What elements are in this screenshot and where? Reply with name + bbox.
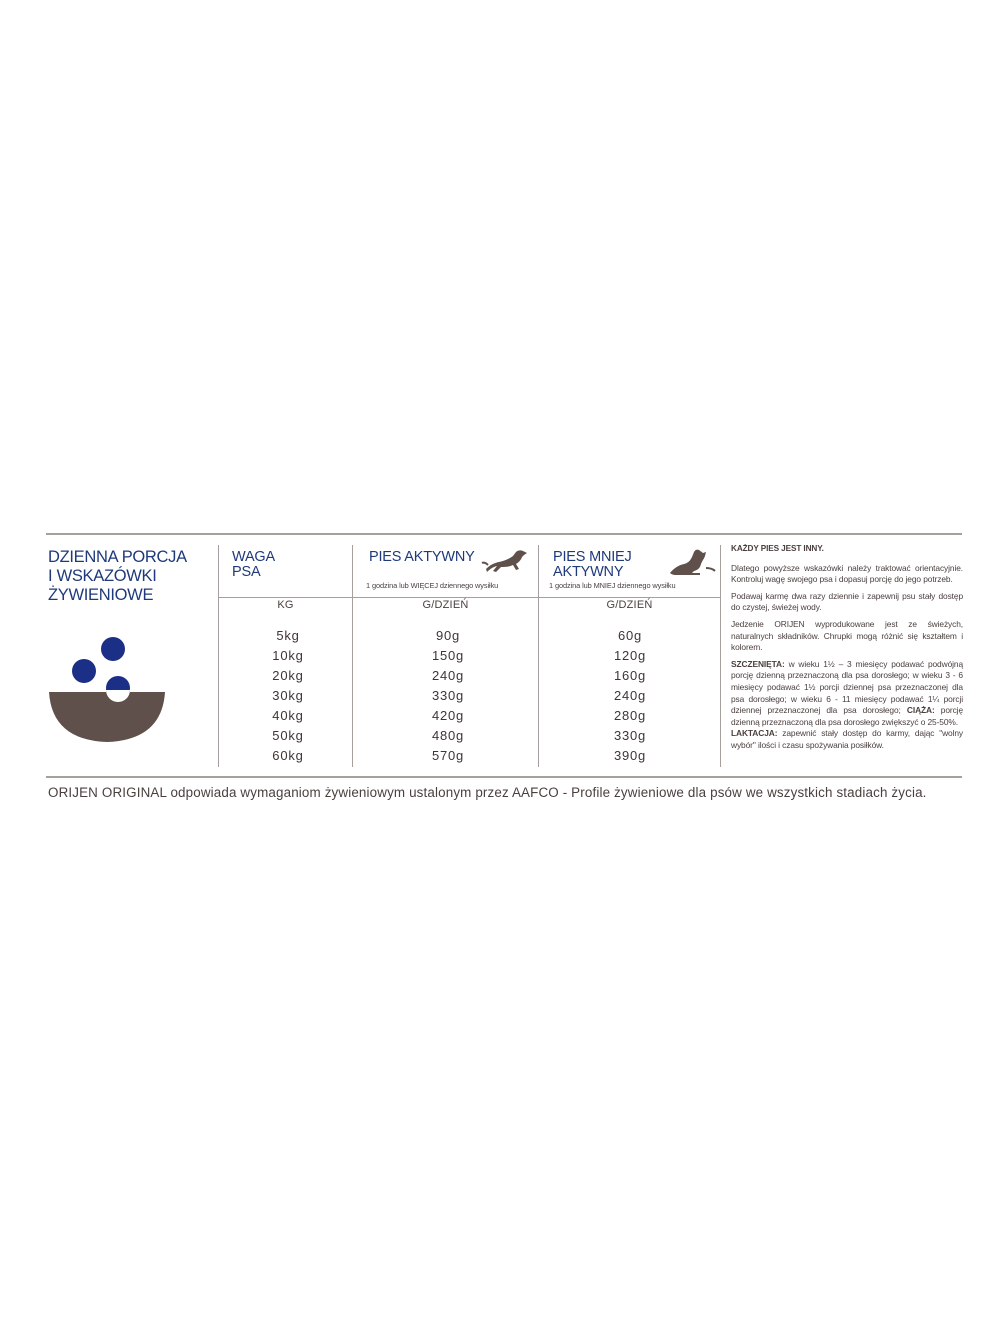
- title-line-2: I WSKAZÓWKI: [48, 567, 157, 585]
- active-header: [369, 550, 475, 565]
- separator-title-weight: [218, 545, 219, 767]
- table-cell-active: 480g: [431, 728, 465, 743]
- table-cell-weight: 50kg: [272, 728, 304, 743]
- less-active-column: [580, 626, 680, 766]
- notes-puppies-paragraph: [731, 659, 963, 729]
- less-active-header-line-2: AKTYWNY: [553, 564, 624, 580]
- active-header-line-1: PIES AKTYWNY: [369, 549, 475, 565]
- less-active-header: [553, 550, 632, 580]
- less-active-unit: G/DZIEŃ: [606, 599, 653, 611]
- table-cell-weight: 10kg: [272, 648, 304, 663]
- table-cell-less-active: 240g: [613, 688, 647, 703]
- less-active-header-line-1: PIES MNIEJ: [553, 549, 632, 565]
- table-cell-less-active: 390g: [613, 748, 647, 763]
- puppies-label: SZCZENIĘTA:: [731, 658, 785, 669]
- active-unit: G/DZIEŃ: [422, 599, 469, 611]
- notes-paragraph: Dlatego powyższe wskazówki należy traktować orientacyjnie. Kontroluj wagę swojego psa i dopasuj porcję do jego potrzeb.: [731, 562, 963, 585]
- pregnancy-text: porcję dzienną przeznaczoną dla psa dorosłego zwiększyć o 25-50%.: [731, 705, 963, 727]
- weight-header-line-1: WAGA: [232, 549, 275, 565]
- weight-header: [232, 550, 275, 580]
- title-line-3: ŻYWIENIOWE: [48, 586, 154, 604]
- table-cell-less-active: 120g: [613, 648, 647, 663]
- separator-active-less: [538, 545, 539, 767]
- puppies-text: w wieku 1½ – 3 miesięcy podawać podwójną porcję dzienną przeznaczoną dla psa dorosłego; w wieku 3 - 6 miesięcy podawać 1½ porcji dziennej psa przeznaczonej dla psa dorosłego; w wieku 6 - 11 miesięcy podawać 1¼ porcji dziennej przeznaczonej dla psa dorosłego;: [731, 658, 963, 716]
- table-cell-less-active: 330g: [613, 728, 647, 743]
- active-subtitle: 1 godzina lub WIĘCEJ dziennego wysiłku: [366, 581, 499, 590]
- separator-less-notes: [720, 545, 721, 767]
- table-cell-weight: 40kg: [272, 708, 304, 723]
- table-cell-active: 150g: [431, 648, 465, 663]
- table-cell-weight: 5kg: [276, 628, 300, 643]
- weight-header-line-2: PSA: [232, 564, 261, 580]
- food-bowl-icon: [46, 630, 168, 746]
- title-line-1: DZIENNA PORCJA: [48, 548, 187, 566]
- running-dog-icon: [480, 545, 532, 577]
- pregnancy-label: CIĄŻA:: [906, 705, 935, 716]
- less-active-subtitle: 1 godzina lub MNIEJ dziennego wysiłku: [549, 581, 676, 590]
- table-cell-weight: 20kg: [272, 668, 304, 683]
- notes-paragraph: Podawaj karmę dwa razy dziennie i zapewnij psu stały dostęp do czystej, świeżej wody.: [731, 590, 963, 613]
- active-column: [398, 626, 498, 766]
- table-cell-weight: 60kg: [272, 748, 304, 763]
- table-cell-active: 90g: [435, 628, 461, 643]
- table-cell-active: 240g: [431, 668, 465, 683]
- bottom-rule: [46, 776, 962, 778]
- table-cell-active: 420g: [431, 708, 465, 723]
- lactation-label: LAKTACJA:: [731, 728, 778, 739]
- sitting-dog-icon: [666, 546, 718, 578]
- weight-unit: KG: [277, 599, 294, 611]
- table-cell-less-active: 60g: [617, 628, 643, 643]
- notes-paragraph: Jedzenie ORIJEN wyprodukowane jest ze świeżych, naturalnych składników. Chrupki mogą różnić się kształtem i kolorem.: [731, 618, 963, 653]
- header-divider: [219, 597, 720, 598]
- bowl-shape: [49, 692, 165, 742]
- feeding-notes: [731, 543, 963, 757]
- weight-column: [240, 626, 336, 766]
- table-cell-less-active: 280g: [613, 708, 647, 723]
- table-cell-active: 570g: [431, 748, 465, 763]
- notes-lactation-paragraph: [731, 728, 963, 751]
- kibble-left: [72, 659, 96, 683]
- lactation-text: zapewnić stały dostęp do karmy, dając "wolny wybór" ilości i czasu spożywania posiłków.: [731, 728, 963, 750]
- top-rule: [46, 533, 962, 535]
- notes-heading: KAŻDY PIES JEST INNY.: [731, 544, 824, 553]
- table-cell-active: 330g: [431, 688, 465, 703]
- kibble-top: [101, 637, 125, 661]
- table-cell-weight: 30kg: [272, 688, 304, 703]
- table-cell-less-active: 160g: [613, 668, 647, 683]
- separator-weight-active: [352, 545, 353, 767]
- feeding-guide-title: [48, 548, 213, 605]
- aafco-statement: ORIJEN ORIGINAL odpowiada wymaganiom żywieniowym ustalonym przez AAFCO - Profile żywieniowe dla psów we wszystkich stadiach życia.: [48, 785, 927, 800]
